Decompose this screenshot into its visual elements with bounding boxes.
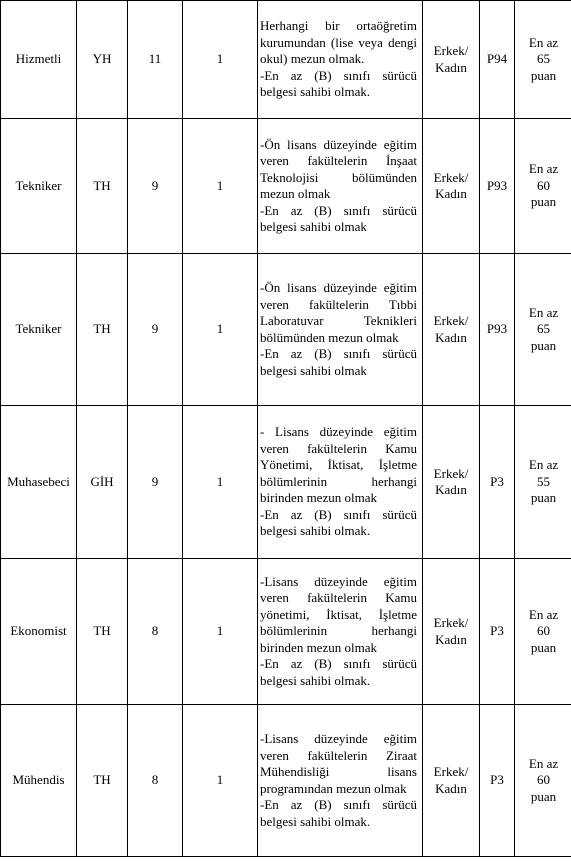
position-count: 1 bbox=[183, 1, 258, 119]
score-value: 60 bbox=[537, 623, 550, 639]
requirements-cell bbox=[258, 119, 423, 254]
requirements-cell bbox=[258, 705, 423, 857]
min-score-cell bbox=[515, 559, 571, 705]
score-unit: puan bbox=[530, 337, 557, 353]
class-code: GİH bbox=[77, 406, 128, 559]
grade: 9 bbox=[128, 119, 183, 254]
table-body bbox=[1, 1, 571, 857]
position-title: Tekniker bbox=[1, 254, 77, 406]
requirement-text-2: -En az (B) sınıfı sürücü belgesi sahibi olmak bbox=[260, 346, 417, 378]
score-label: En az bbox=[528, 34, 559, 50]
min-score-cell bbox=[515, 119, 571, 254]
grade: 9 bbox=[128, 254, 183, 406]
requirements-cell bbox=[258, 559, 423, 705]
score-unit: puan bbox=[530, 788, 557, 804]
grade: 9 bbox=[128, 406, 183, 559]
requirements-cell bbox=[258, 1, 423, 119]
gender-top: Erkek/ bbox=[433, 43, 469, 58]
gender-bottom: Kadın bbox=[435, 631, 467, 647]
position-title: Hizmetli bbox=[1, 1, 77, 119]
score-value: 60 bbox=[537, 177, 550, 193]
score-label: En az bbox=[528, 304, 559, 320]
position-count: 1 bbox=[183, 406, 258, 559]
class-code: TH bbox=[77, 119, 128, 254]
min-score-cell bbox=[515, 406, 571, 559]
score-label: En az bbox=[528, 755, 559, 771]
position-title: Tekniker bbox=[1, 119, 77, 254]
kpss-type: P94 bbox=[480, 1, 515, 119]
gender-cell bbox=[423, 254, 480, 406]
score-label: En az bbox=[528, 606, 559, 622]
grade: 11 bbox=[128, 1, 183, 119]
requirement-text-2: -En az (B) sınıfı sürücü belgesi sahibi olmak. bbox=[260, 797, 417, 829]
score-label: En az bbox=[528, 161, 559, 177]
gender-bottom: Kadın bbox=[435, 482, 467, 497]
requirement-text-1: -Lisans düzeyinde eğitim veren fakültelerin Ziraat Mühendisliği lisans programından mezun olmak bbox=[260, 731, 417, 796]
requirement-text-2: -En az (B) sınıfı sürücü belgesi sahibi olmak. bbox=[260, 67, 417, 100]
gender-cell bbox=[423, 705, 480, 857]
score-value: 65 bbox=[537, 51, 550, 67]
score-unit: puan bbox=[530, 194, 557, 210]
position-count: 1 bbox=[183, 705, 258, 857]
requirement-text-1: Herhangi bir ortaöğretim kurumundan (lise veya dengi okul) mezun olmak. bbox=[260, 18, 417, 67]
position-count: 1 bbox=[183, 559, 258, 705]
score-unit: puan bbox=[530, 639, 557, 655]
gender-top: Erkek/ bbox=[433, 169, 469, 185]
requirement-text-2: -En az (B) sınıfı sürücü belgesi sahibi olmak bbox=[260, 202, 417, 234]
gender-bottom: Kadın bbox=[435, 186, 467, 201]
requirements-cell bbox=[258, 406, 423, 559]
gender-top: Erkek/ bbox=[433, 313, 469, 328]
score-value: 60 bbox=[537, 772, 550, 788]
kpss-type: P3 bbox=[480, 705, 515, 857]
grade: 8 bbox=[128, 705, 183, 857]
gender-cell bbox=[423, 406, 480, 559]
min-score-cell bbox=[515, 1, 571, 119]
position-title: Muhasebeci bbox=[1, 406, 77, 559]
table-row bbox=[1, 254, 571, 406]
kpss-type: P93 bbox=[480, 119, 515, 254]
gender-bottom: Kadın bbox=[435, 780, 467, 796]
gender-bottom: Kadın bbox=[435, 329, 467, 345]
requirement-text-2: -En az (B) sınıfı sürücü belgesi sahibi olmak. bbox=[260, 656, 417, 688]
gender-cell bbox=[423, 119, 480, 254]
position-title: Mühendis bbox=[1, 705, 77, 857]
requirement-text-1: -Lisans düzeyinde eğitim veren fakültelerin Kamu yönetimi, İktisat, İşletme bölümlerinin herhangi birinden mezun olmak bbox=[260, 573, 417, 655]
gender-top: Erkek/ bbox=[433, 764, 469, 779]
class-code: TH bbox=[77, 254, 128, 406]
table-row bbox=[1, 559, 571, 705]
requirement-text-1: -Ön lisans düzeyinde eğitim veren fakültelerin İnşaat Teknolojisi bölümünden mezun olmak bbox=[260, 136, 417, 201]
kpss-type: P93 bbox=[480, 254, 515, 406]
position-count: 1 bbox=[183, 119, 258, 254]
requirement-text-1: - Lisans düzeyinde eğitim veren fakültelerin Kamu Yönetimi, İktisat, İşletme bölümlerinin herhangi birinden mezun olmak bbox=[260, 424, 417, 506]
class-code: YH bbox=[77, 1, 128, 119]
gender-bottom: Kadın bbox=[435, 59, 467, 75]
requirement-text-1: -Ön lisans düzeyinde eğitim veren fakültelerin Tıbbi Laboratuvar Teknikleri bölümünden mezun olmak bbox=[260, 280, 417, 345]
gender-top: Erkek/ bbox=[433, 465, 469, 481]
position-title: Ekonomist bbox=[1, 559, 77, 705]
score-value: 55 bbox=[537, 473, 550, 489]
score-value: 65 bbox=[537, 321, 550, 337]
requirement-text-2: -En az (B) sınıfı sürücü belgesi sahibi olmak. bbox=[260, 506, 417, 539]
class-code: TH bbox=[77, 559, 128, 705]
gender-cell bbox=[423, 559, 480, 705]
min-score-cell bbox=[515, 254, 571, 406]
table-row bbox=[1, 406, 571, 559]
table-row bbox=[1, 119, 571, 254]
class-code: TH bbox=[77, 705, 128, 857]
kpss-type: P3 bbox=[480, 406, 515, 559]
score-label: En az bbox=[528, 457, 559, 473]
position-count: 1 bbox=[183, 254, 258, 406]
grade: 8 bbox=[128, 559, 183, 705]
kpss-type: P3 bbox=[480, 559, 515, 705]
score-unit: puan bbox=[530, 67, 557, 83]
gender-cell bbox=[423, 1, 480, 119]
score-unit: puan bbox=[530, 490, 557, 506]
requirements-cell bbox=[258, 254, 423, 406]
min-score-cell bbox=[515, 705, 571, 857]
table-row bbox=[1, 1, 571, 119]
gender-top: Erkek/ bbox=[433, 615, 469, 630]
table-row bbox=[1, 705, 571, 857]
